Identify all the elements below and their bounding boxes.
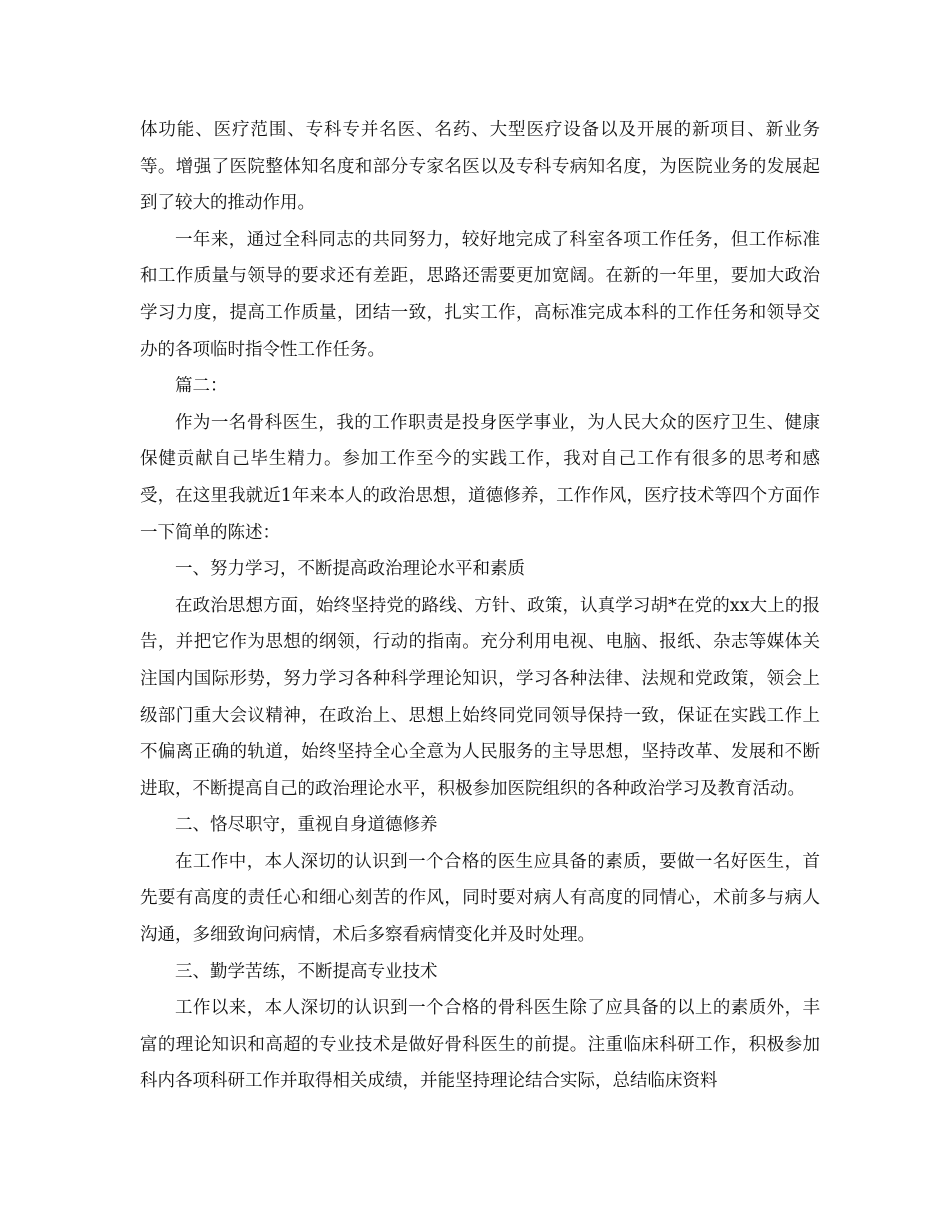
paragraph-summary: 一年来，通过全科同志的共同努力，较好地完成了科室各项工作任务，但工作标准和工作质量与领导的要求还有差距，思路还需要更加宽阔。在新的一年里，要加大政治学习力度，提高工作质量，团结一致，扎实工作，高标准完成本科的工作任务和领导交办的各项临时指令性工作任务。 (140, 229, 820, 360)
paragraph-ethics: 在工作中，本人深切的认识到一个合格的医生应具备的素质，要做一名好医生，首先要有高度的责任心和细心刻苦的作风，同时要对病人有高度的同情心，术前多与病人沟通，多细致询问病情，术后多察看病情变化并及时处理。 (140, 851, 820, 946)
section-heading-part-two: 篇二： (175, 376, 228, 397)
section-heading-2: 二、恪尽职守，重视自身道德修养 (175, 815, 438, 836)
paragraph-skills: 工作以来，本人深切的认识到一个合格的骨科医生除了应具备的以上的素质外，丰富的理论知识和高超的专业技术是做好骨科医生的前提。注重临床科研工作，积极参加科内各项科研工作并取得相关成绩，并能坚持理论结合实际，总结临床资料 (140, 998, 820, 1092)
paragraph-intro: 作为一名骨科医生，我的工作职责是投身医学事业，为人民大众的医疗卫生、健康保健贡献自己毕生精力。参加工作至今的实践工作，我对自己工作有很多的思考和感受，在这里我就近1年来本人的政治思想，道德修养，工作作风，医疗技术等四个方面作一下简单的陈述： (140, 412, 820, 543)
paragraph-political: 在政治思想方面，始终坚持党的路线、方针、政策，认真学习胡*在党的xx大上的报告，并把它作为思想的纲领，行动的指南。充分利用电视、电脑、报纸、杂志等媒体关注国内国际形势，努力学习各种科学理论知识，学习各种法律、法规和党政策，领会上级部门重大会议精神，在政治上、思想上始终同党同领导保持一致，保证在实践工作上不偏离正确的轨道，始终坚持全心全意为人民服务的主导思想，坚持改革、发展和不断进取，不断提高自己的政治理论水平，积极参加医院组织的各种政治学习及教育活动。 (140, 595, 820, 799)
section-heading-1: 一、努力学习，不断提高政治理论水平和素质 (175, 559, 525, 580)
document-body (140, 112, 820, 1100)
section-heading-3: 三、勤学苦练，不断提高专业技术 (175, 961, 438, 982)
paragraph-continuation: 体功能、医疗范围、专科专并名医、名药、大型医疗设备以及开展的新项目、新业务等。增强了医院整体知名度和部分专家名医以及专科专病知名度，为医院业务的发展起到了较大的推动作用。 (140, 120, 820, 214)
